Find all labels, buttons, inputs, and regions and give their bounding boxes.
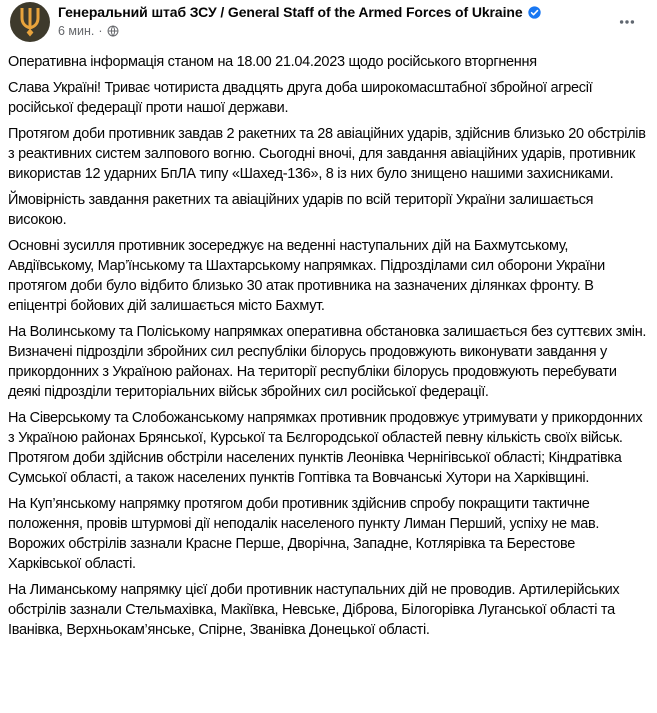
name-row [58,3,541,22]
post-paragraph: На Волинському та Поліському напрямках оперативна обстановка залишається без суттєвих змін. Визначені підрозділи збройних сил республіки білорусь продовжують виконувати завдання у прикордонних з Україною районах. На території республіки білорусь продовжують перебувати деякі підрозділи територіальних військ збройних сил російської федерації. [8,324,647,400]
post-paragraph: На Лиманському напрямку цієї доби противник наступальних дій не проводив. Артилерійських обстрілів зазнали Стельмахівка, Макіївка, Невське, Діброва, Білогорівка Луганської області та Іванівка, Верхньокам’янське, Спірне, Званівка Донецької області. [8,582,620,638]
post-paragraph: На Куп’янському напрямку протягом доби противник здійснив спробу покращити тактичне положення, провів штурмові дії неподалік населеного пункту Лиман Перший, успіху не мав. Ворожих обстрілів зазнали Красне Перше, Дворічна, Западне, Котлярівка та Берестове Харківської області. [8,496,600,572]
post-paragraph: Протягом доби противник завдав 2 ракетних та 28 авіаційних ударів, здійснив близько 20 обстрілів з реактивних систем залпового вогню. Сьогодні вночі, для завдання авіаційних ударів, противник використав 12 ударних БпЛА типу «Шахед-136», 8 із них було знищено нашими захисниками. [8,126,646,182]
post-paragraph: Основні зусилля противник зосереджує на веденні наступальних дій на Бахмутському, Авдіївському, Мар’їнському та Шахтарському напрямках. Підрозділами сил оборони України протягом доби було відбито близько 30 атак противника на зазначених ділянках фронту. В епіцентрі бойових дій залишається місто Бахмут. [8,238,605,314]
post-paragraph: На Сіверському та Слобожанському напрямках противник продовжує утримувати у прикордонних з Україною районах Брянської, Курської та Бєлгородської областей певну кількість своїх військ. Протягом доби здійснив обстріли населених пунктів Леонівка Чернігівської області; Кіндратівка Сумської області, а також населених пунктів Гоптівка та Вовчанські Хутори на Харківщині. [8,410,643,486]
verified-badge-icon [528,6,541,19]
globe-icon [107,25,119,37]
post-paragraph: Ймовірність завдання ракетних та авіаційних ударів по всій території України залишається високою. [8,192,594,228]
timestamp-separator: · [98,24,103,38]
post-paragraph: Оперативна інформація станом на 18.00 21.04.2023 щодо російського вторгнення [8,54,537,70]
page-name-link[interactable]: Генеральний штаб ЗСУ / General Staff of the Armed Forces of Ukraine [58,4,523,20]
post-timestamp[interactable]: 6 мин. [58,24,95,38]
timestamp-row[interactable] [58,23,541,39]
more-options-button[interactable] [609,10,645,34]
post-header [0,0,657,42]
header-meta [58,2,541,39]
post-text [0,42,657,640]
post-paragraph: Слава Україні! Триває чотириста двадцять друга доба широкомасштабної збройної агресії російської федерації проти нашої держави. [8,80,593,116]
trident-icon [18,7,42,37]
page-avatar[interactable] [10,2,50,42]
ellipsis-icon [618,13,636,31]
